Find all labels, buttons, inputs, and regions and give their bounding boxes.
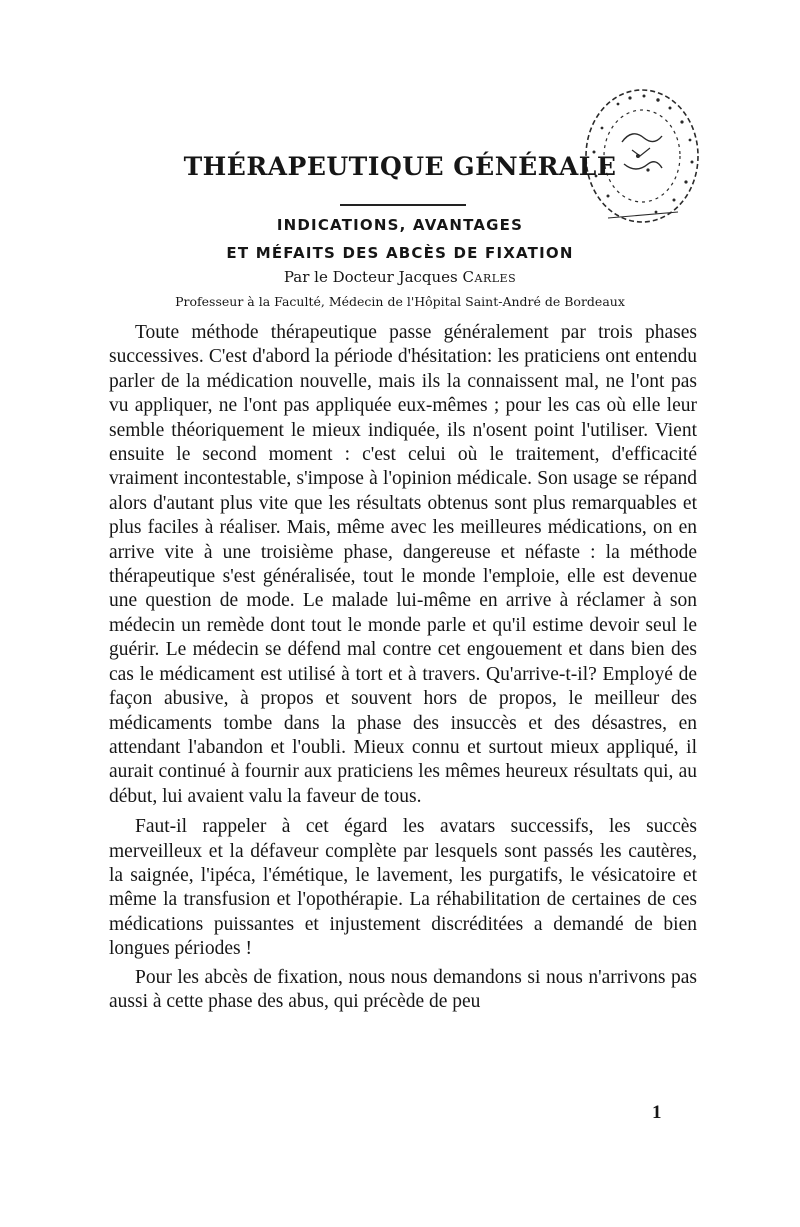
article-body — [109, 321, 697, 1014]
article-subtitle-line-1: INDICATIONS, AVANTAGES — [276, 216, 524, 234]
author-line — [0, 268, 800, 286]
article-subtitle-line-2: ET MÉFAITS DES ABCÈS DE FIXATION — [226, 244, 574, 262]
page-number: 1 — [652, 1102, 662, 1123]
author-affiliation: Professeur à la Faculté, Médecin de l'Hôpital Saint-André de Bordeaux — [175, 294, 625, 309]
body-paragraph-1: Toute méthode thérapeutique passe généralement par trois phases successives. C'est d'abord la période d'hésitation: les praticiens ont entendu parler de la médication nouvelle, mais ils la connaissent mal, ne l'ont pas vu appliquer, ne l'ont pas appliquée eux-mêmes ; pour les cas où elle leur semble théoriquement le mieux indiquée, ils n'osent point l'utiliser. Vient ensuite le second moment : c'est celui où le traitement, d'efficacité vraiment incontestable, s'impose à l'opinion médicale. Son usage se répand alors d'autant plus vite que les résultats obtenus sont plus remarquables et plus faciles à réaliser. Mais, même avec les meilleures médications, on en arrive vite à une troisième phase, dangereuse et néfaste : la méthode thérapeutique s'est généralisée, tout le monde l'emploie, elle est devenue une question de mode. Le malade lui-même en arrive à réclamer à son médecin un remède dont tout le monde parle et qu'il estime devoir seul le guérir. Le médecin se défend mal contre cet engouement et dans bien des cas le médicament est utilisé à tort et à travers. Qu'arrive-t-il? Employé de façon abusive, à propos et souvent hors de propos, le meilleur des médicaments tombe dans la phase des insuccès et des désastres, en attendant l'abandon et l'oubli. Mieux connu et surtout mieux appliqué, il aurait continué à fournir aux praticiens les mêmes heureux résultats qui, au début, lui avaient valu la faveur de tous. — [109, 322, 697, 807]
author-prefix: Par le Docteur Jacques — [283, 268, 458, 286]
body-paragraph-2: Faut-il rappeler à cet égard les avatars successifs, les succès merveilleux et la défaveur complète par lesquels sont passés les cautères, la saignée, l'ipéca, l'émétique, le lavement, les purgatifs, le vésicatoire et même la transfusion et l'opothérapie. La réhabilitation de certaines de ces médications puissantes et injustement discréditées a demandé de bien longues périodes ! — [109, 816, 697, 960]
author-name: Carles — [462, 268, 517, 286]
page-title: THÉRAPEUTIQUE GÉNÉRALE — [183, 152, 617, 181]
body-paragraph-3: Pour les abcès de fixation, nous nous demandons si nous n'arrivons pas aussi à cette phase des abus, qui précède de peu — [109, 966, 697, 1012]
title-divider — [340, 204, 466, 206]
